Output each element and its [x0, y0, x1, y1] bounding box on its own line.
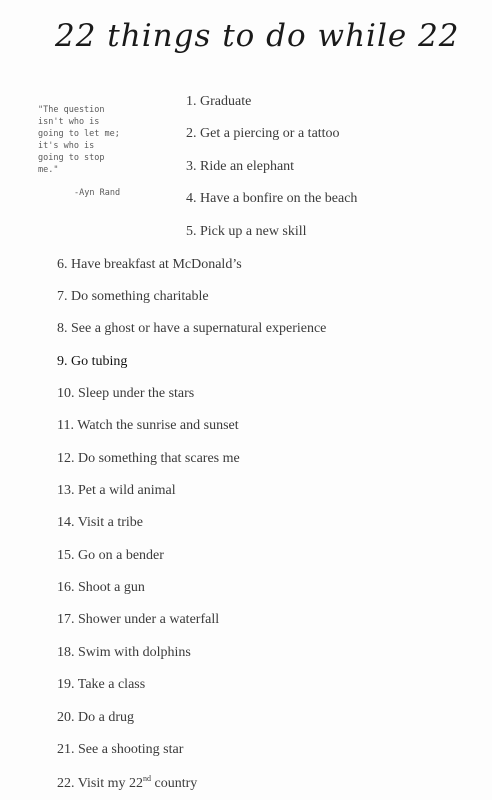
list-item: 2. Get a piercing or a tattoo: [186, 126, 340, 141]
list-item: 1. Graduate: [186, 94, 252, 109]
list-item: 5. Pick up a new skill: [186, 224, 307, 239]
quote-text: "The question isn't who is going to let me; it's who is going to stop me.": [38, 105, 120, 175]
list-item: 14. Visit a tribe: [57, 515, 144, 530]
list-item: [57, 774, 197, 792]
list-item-text: country: [151, 776, 198, 791]
list-item: 17. Shower under a waterfall: [57, 612, 220, 627]
list-item: 13. Pet a wild animal: [57, 483, 176, 498]
list-item: 4. Have a bonfire on the beach: [186, 191, 358, 206]
list-item: 11. Watch the sunrise and sunset: [57, 418, 239, 433]
quote-author: -Ayn Rand: [74, 188, 121, 198]
list-item: 10. Sleep under the stars: [57, 386, 195, 401]
list-item: 20. Do a drug: [57, 710, 134, 725]
list-item: 18. Swim with dolphins: [57, 645, 191, 660]
list-item: 8. See a ghost or have a supernatural experience: [57, 321, 327, 336]
page-title: 22 things to do while 22: [55, 18, 460, 54]
list-item: 9. Go tubing: [57, 354, 128, 369]
list-item: 16. Shoot a gun: [57, 580, 145, 595]
list-item: 3. Ride an elephant: [186, 159, 295, 174]
list-item: 7. Do something charitable: [57, 289, 209, 304]
list-item: 21. See a shooting star: [57, 742, 184, 757]
ordinal-suffix: nd: [143, 774, 152, 783]
list-item: 6. Have breakfast at McDonald’s: [57, 257, 242, 272]
list-item: 15. Go on a bender: [57, 548, 164, 563]
list-item: 19. Take a class: [57, 677, 146, 692]
list-item-text: 22. Visit my 22: [57, 776, 144, 791]
list-item: 12. Do something that scares me: [57, 451, 240, 466]
